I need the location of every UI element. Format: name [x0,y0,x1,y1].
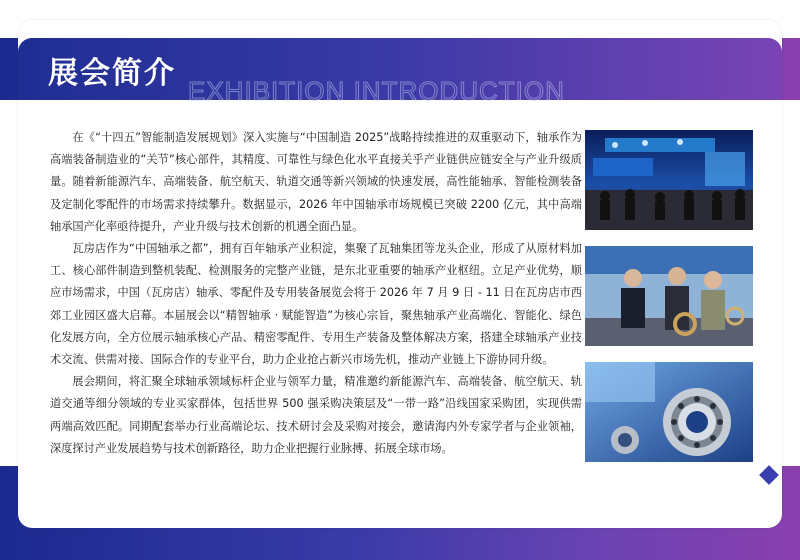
page-title: 展会简介 [48,56,176,91]
paragraph-2: 瓦房店作为“中国轴承之都”，拥有百年轴承产业积淀，集聚了瓦轴集团等龙头企业，形成了从原材料加工、核心部件制造到整机装配、检测服务的完整产业链，是东北亚重要的轴承产业枢纽。立足产业优势，顺应市场需求，中国（瓦房店）轴承、零配件及专用装备展览会将于 2026 年 7 月 9 日 - 11 日在瓦房店市西郊工业园区盛大启幕。本届展会以“精智轴承 · 赋能智造”为核心宗旨，聚焦轴承产业高端化、智能化、绿色化发展方向，全方位展示轴承核心产品、精密零配件、专用生产装备及整体解决方案，搭建全球轴承产业技术交流、供需对接、国际合作的专业平台，助力企业抢占新兴市场先机，推动产业链上下游协同升级。 [50,242,582,367]
page-subtitle-en: EXHIBITION INTRODUCTION [188,76,565,106]
exhibition-hall-photo [585,130,753,230]
visitors-examining-products-photo [585,246,753,346]
intro-text [50,127,582,460]
paragraph-3: 展会期间，将汇聚全球轴承领域标杆企业与领军力量，精准邀约新能源汽车、高端装备、航空航天、轨道交通等细分领域的专业买家群体，包括世界 500 强采购决策层及“一带一路”沿线国家采购团，实现供需两端高效匹配。同期配套举办行业高端论坛、技术研讨会及采购对接会，邀请海内外专家学者与企业领袖，深度探讨产业发展趋势与技术创新路径，助力企业把握行业脉搏、拓展全球市场。 [50,375,582,455]
bearing-display-photo [585,362,753,462]
paragraph-1: 在《“十四五”智能制造发展规划》深入实施与“中国制造 2025”战略持续推进的双重驱动下，轴承作为高端装备制造业的“关节”核心部件，其精度、可靠性与绿色化水平直接关乎产业链供应链安全与产业升级质量。随着新能源汽车、高端装备、航空航天、轨道交通等新兴领域的快速发展，高性能轴承、智能检测装备及定制化零配件的市场需求持续攀升。数据显示，2026 年中国轴承市场规模已突破 2200 亿元，其中高端轴承国产化率亟待提升，产业升级与技术创新的机遇全面凸显。 [50,131,582,233]
